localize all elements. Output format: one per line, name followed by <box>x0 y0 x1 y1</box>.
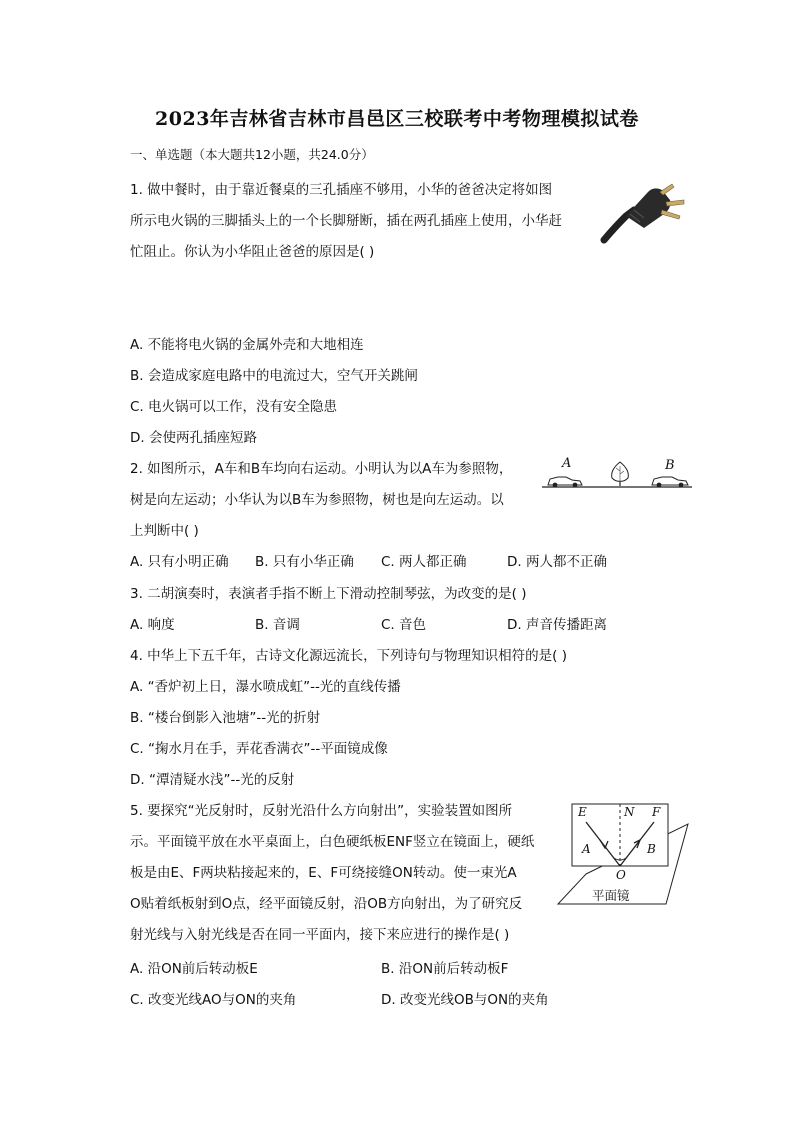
q3-option-a: A. 响度 <box>130 617 175 633</box>
q4-option-b: B. “楼台倒影入池塘”--光的折射 <box>130 710 321 726</box>
q3-line: 3. 二胡演奏时，表演者手指不断上下滑动控制琴弦，为改变的是( ) <box>130 586 527 602</box>
q3-option-d: D. 声音传播距离 <box>507 617 607 633</box>
q2-line-1: 2. 如图所示，A车和B车均向右运动。小明认为以A车为参照物， <box>130 461 513 477</box>
q5-line-4: O贴着纸板射到O点，经平面镜反射，沿OB方向射出，为了研究反 <box>130 896 523 912</box>
q5-option-c: C. 改变光线AO与ON的夹角 <box>130 992 297 1008</box>
label-a: A <box>582 842 591 856</box>
label-b: B <box>647 842 656 856</box>
q2-line-2: 树是向左运动；小华认为以B车为参照物，树也是向左运动。以 <box>130 492 504 508</box>
q3-option-b: B. 音调 <box>255 617 300 633</box>
q2-option-d: D. 两人都不正确 <box>507 554 607 570</box>
label-n: N <box>624 805 635 819</box>
car-a-label: A <box>562 456 572 471</box>
q5-line-1: 5. 要探究“光反射时，反射光沿什么方向射出”，实验装置如图所 <box>130 803 513 819</box>
q1-option-b: B. 会造成家庭电路中的电流过大，空气开关跳闸 <box>130 368 418 384</box>
q2-option-b: B. 只有小华正确 <box>255 554 354 570</box>
q5-line-3: 板是由E、F两块粘接起来的，E、F可绕接缝ON转动。使一束光A <box>130 865 517 881</box>
q1-line-1: 1. 做中餐时，由于靠近餐桌的三孔插座不够用，小华的爸爸决定将如图 <box>130 182 553 198</box>
label-e: E <box>578 805 587 819</box>
q5-line-2: 示。平面镜平放在水平桌面上，白色硬纸板ENF竖立在镜面上，硬纸 <box>130 834 535 850</box>
mirror-figure <box>556 800 690 910</box>
plug-figure <box>600 178 692 244</box>
q5-option-a: A. 沿ON前后转动板E <box>130 961 258 977</box>
q4-option-c: C. “掬水月在手，弄花香满衣”--平面镜成像 <box>130 741 388 757</box>
cars-figure <box>540 456 694 492</box>
q4-option-d: D. “潭清疑水浅”--光的反射 <box>130 772 295 788</box>
q4-line: 4. 中华上下五千年，古诗文化源远流长，下列诗句与物理知识相符的是( ) <box>130 648 567 664</box>
label-f: F <box>652 805 661 819</box>
q5-line-5: 射光线与入射光线是否在同一平面内，接下来应进行的操作是( ) <box>130 927 510 943</box>
q1-option-a: A. 不能将电火锅的金属外壳和大地相连 <box>130 337 364 353</box>
q5-option-d: D. 改变光线OB与ON的夹角 <box>381 992 549 1008</box>
q2-option-a: A. 只有小明正确 <box>130 554 229 570</box>
label-mirror: 平面镜 <box>592 888 630 903</box>
label-o: O <box>616 868 626 882</box>
q1-line-3: 忙阻止。你认为小华阻止爸爸的原因是( ) <box>130 244 375 260</box>
q1-line-2: 所示电火锅的三脚插头上的一个长脚掰断，插在两孔插座上使用，小华赶 <box>130 213 562 229</box>
section-heading: 一、单选题（本大题共12小题，共24.0分） <box>130 147 374 162</box>
page-title: 2023年吉林省吉林市昌邑区三校联考中考物理模拟试卷 <box>155 108 639 130</box>
q3-option-c: C. 音色 <box>381 617 427 633</box>
q5-option-b: B. 沿ON前后转动板F <box>381 961 509 977</box>
q4-option-a: A. “香炉初上日，瀑水喷成虹”--光的直线传播 <box>130 679 401 695</box>
q2-line-3: 上判断中( ) <box>130 523 199 539</box>
q1-option-d: D. 会使两孔插座短路 <box>130 430 257 446</box>
q1-option-c: C. 电火锅可以工作，没有安全隐患 <box>130 399 338 415</box>
q2-option-c: C. 两人都正确 <box>381 554 467 570</box>
car-b-label: B <box>665 458 675 473</box>
